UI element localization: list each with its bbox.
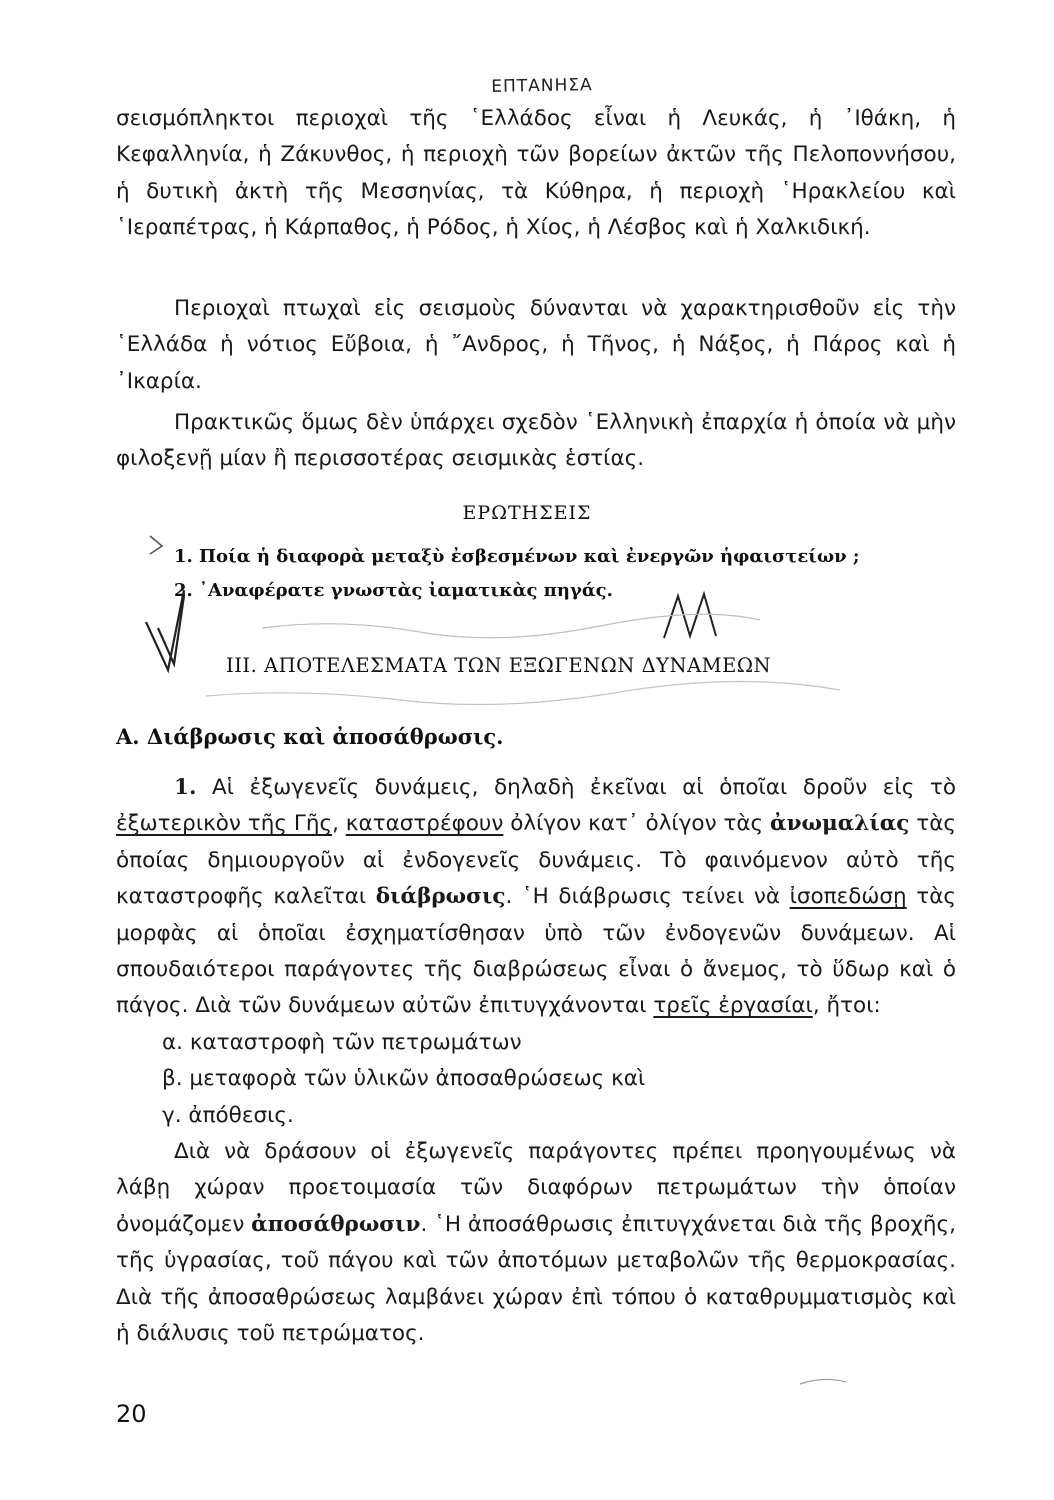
section-title: Α. Διάβρωσις καὶ ἀποσάθρωσις. bbox=[116, 724, 504, 749]
bold-term: ἀποσάθρωσιν bbox=[251, 1211, 421, 1237]
text-run: Διὰ νὰ δράσουν οἱ ἐξωγενεῖς παράγοντες πρέπει προηγουμένως νὰ λάβῃ χώραν προετοιμασία τῶν διαφόρων πετρωμάτων τὴν ὁποίαν ὀνομάζομεν bbox=[116, 1139, 956, 1237]
underlined-phrase: τρεῖς ἐργασίαι bbox=[653, 993, 813, 1019]
underlined-phrase: ἐξωτερικὸν τῆς Γῆς bbox=[116, 811, 333, 837]
question-1: 1. Ποία ἡ διαφορὰ μεταξὺ ἐσβεσμένων καὶ ἐνεργῶν ἡφαιστείων ; bbox=[174, 546, 860, 567]
page-number: 20 bbox=[116, 1400, 147, 1428]
pencil-faint-note bbox=[206, 681, 840, 704]
text-run: , ἤτοι: bbox=[812, 993, 881, 1019]
list-item: α. καταστροφὴ τῶν πετρωμάτων bbox=[162, 1029, 522, 1055]
underlined-phrase: ἰσοπεδώσῃ bbox=[789, 884, 907, 910]
paragraph-text: Πρακτικῶς ὅμως δὲν ὑπάρχει σχεδὸν ῾Ελληνικὴ ἐπαρχία ἡ ὁποία νὰ μὴν φιλοξενῇ μίαν ἢ περισσοτέρας σεισμικὰς ἑστίας. bbox=[116, 410, 956, 472]
pencil-faint-note bbox=[800, 1379, 846, 1384]
bold-term: ἀνωμαλίας bbox=[770, 811, 910, 837]
paragraph-text: σεισμόπληκτοι περιοχαὶ τῆς ῾Ελλάδος εἶναι ἡ Λευκάς, ἡ ᾿Ιθάκη, ἡ Κεφαλληνία, ἡ Ζάκυνθος, ἡ περιοχὴ τῶν βορείων ἀκτῶν τῆς Πελοποννήσου, ἡ δυτικὴ ἀκτὴ τῆς Μεσσηνίας, τὰ Κύθηρα, ἡ περιοχὴ ῾Ηρακλείου καὶ ῾Ιεραπέτρας, ἡ Κάρπαθος, ἡ Ρόδος, ἡ Χίος, ἡ Λέσβος καὶ ἡ Χαλκιδική. bbox=[116, 106, 956, 241]
handwritten-header-note: ΕΠΤΑΝΗΣΑ bbox=[491, 75, 593, 97]
text-run: τὰς ὁποίας δημιουργοῦν αἱ ἐνδογενεῖς δυνάμεις. Τὸ φαινόμενον αὐτὸ τῆς καταστροφῆς καλεῖται bbox=[116, 811, 956, 910]
pencil-tick-mark bbox=[150, 536, 162, 554]
paragraph-text: Περιοχαὶ πτωχαὶ εἰς σεισμοὺς δύνανται νὰ χαρακτηρισθοῦν εἰς τὴν ῾Ελλάδα ἡ νότιος Εὔβοια, ἡ ῎Ανδρος, ἡ Τῆνος, ἡ Νάξος, ἡ Πάρος καὶ ἡ ᾿Ικαρία. bbox=[116, 296, 956, 394]
text-run: τὰς μορφὰς αἱ ὁποῖαι ἐσχηματίσθησαν ὑπὸ τῶν ἐνδογενῶν δυνάμεων. Αἱ σπουδαιότεροι παράγοντες τῆς διαβρώσεως εἶναι ὁ ἄνεμος, τὸ ὕδωρ καὶ ὁ πάγος. Διὰ τῶν δυνάμεων αὐτῶν ἐπιτυγχάνονται bbox=[116, 884, 956, 1019]
list-item: γ. ἀπόθεσις. bbox=[162, 1102, 294, 1128]
question-2: 2. ᾿Αναφέρατε γνωστὰς ἰαματικὰς πηγάς. bbox=[174, 580, 613, 601]
pen-check-mark bbox=[146, 590, 184, 670]
text-run: . ῾Η ἀποσάθρωσις ἐπιτυγχάνεται διὰ τῆς βροχῆς, τῆς ὑγρασίας, τοῦ πάγου καὶ τῶν ἀποτόμων μεταβολῶν τῆς θερμοκρασίας. Διὰ τῆς ἀποσαθρώσεως λαμβάνει χώραν ἐπὶ τόπου ὁ καταθρυμματισμὸς καὶ ἡ διάλυσις τοῦ πετρώματος. bbox=[116, 1211, 957, 1347]
bold-term: διάβρωσις bbox=[375, 884, 506, 910]
list-item: β. μεταφορὰ τῶν ὑλικῶν ἀποσαθρώσεως καὶ bbox=[162, 1066, 646, 1092]
chapter-title: ΙΙΙ. ΑΠΟΤΕΛΕΣΜΑΤΑ ΤΩΝ ΕΞΩΓΕΝΩΝ ΔΥΝΑΜΕΩΝ bbox=[226, 654, 772, 677]
text-run: , bbox=[332, 811, 346, 837]
paragraph-number: 1. bbox=[174, 775, 197, 800]
text-run: ὀλίγον κατ᾽ ὀλίγον τὰς bbox=[503, 811, 771, 837]
underlined-phrase: καταστρέφουν bbox=[345, 811, 504, 837]
text-run: . ῾Η διάβρωσις τείνει νὰ bbox=[505, 884, 790, 910]
questions-heading: ΕΡΩΤΗΣΕΙΣ bbox=[462, 502, 592, 524]
text-run: Αἱ ἐξωγενεῖς δυνάμεις, δηλαδὴ ἐκεῖναι αἱ ὁποῖαι δροῦν εἰς τὸ bbox=[196, 775, 956, 800]
